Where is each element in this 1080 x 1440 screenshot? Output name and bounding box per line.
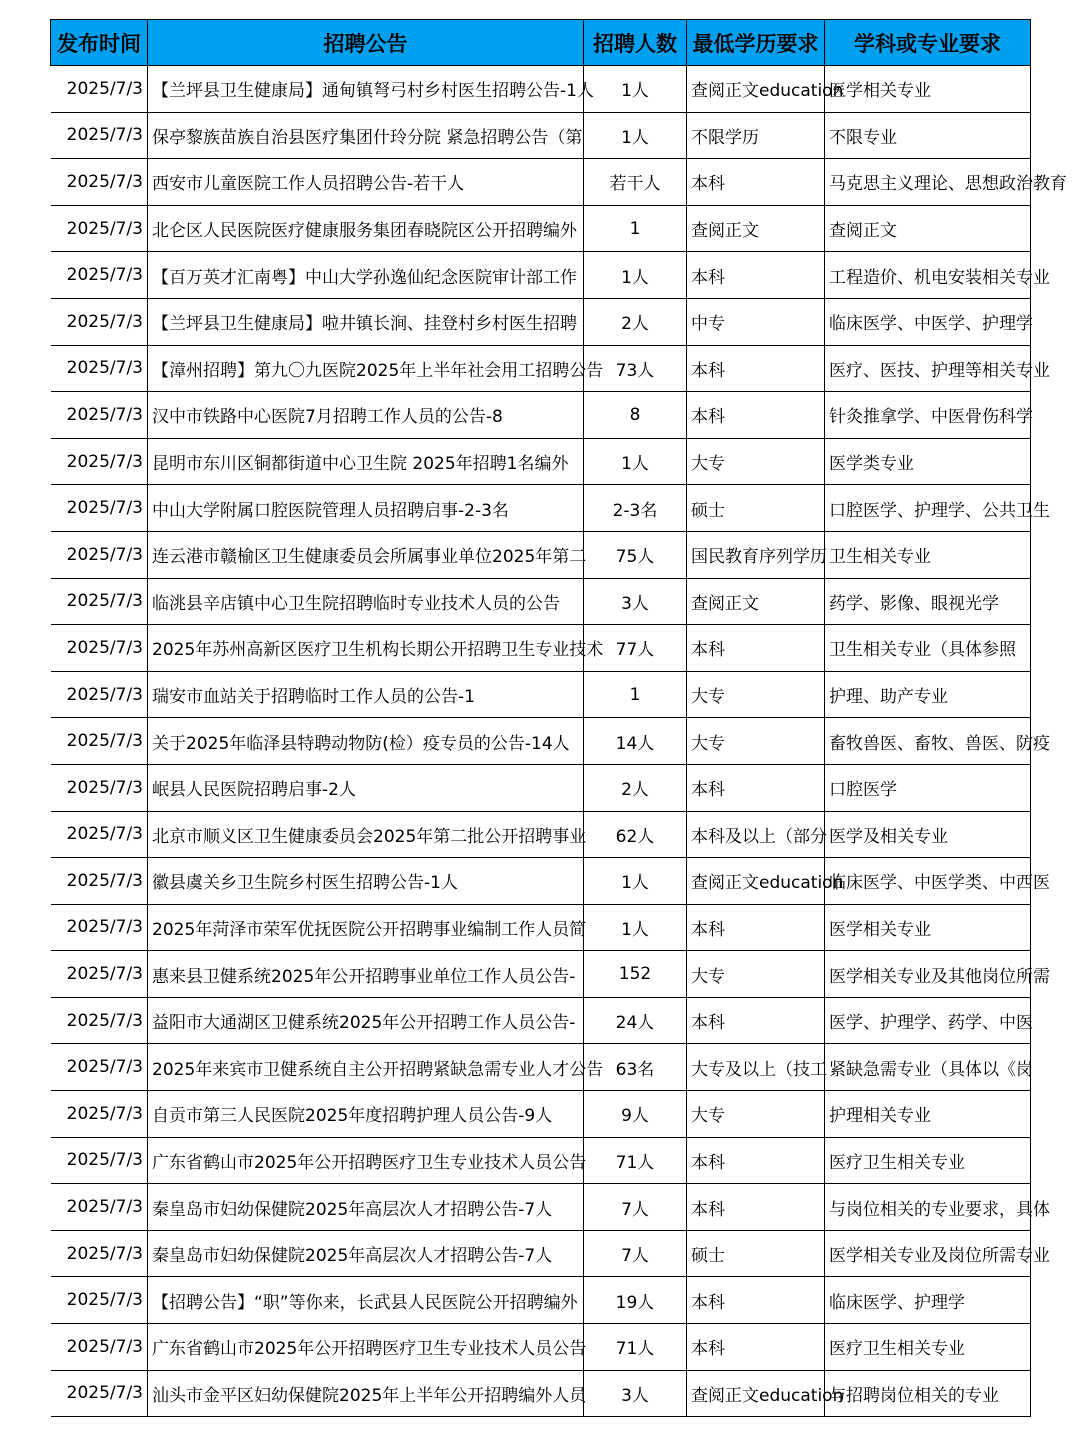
cell-publish-date[interactable]: 2025/7/3 xyxy=(51,718,148,765)
cell-major-requirement[interactable]: 临床医学、中医学、护理学 xyxy=(825,298,1031,345)
table-row[interactable] xyxy=(51,625,1031,672)
cell-major-requirement[interactable]: 医学及相关专业 xyxy=(825,811,1031,858)
table-row[interactable] xyxy=(51,1091,1031,1138)
cell-min-education[interactable]: 大专 xyxy=(687,718,825,765)
cell-major-requirement[interactable]: 医学类专业 xyxy=(825,438,1031,485)
cell-min-education[interactable]: 查阅正文education xyxy=(687,858,825,905)
cell-publish-date[interactable]: 2025/7/3 xyxy=(51,1277,148,1324)
cell-major-requirement[interactable]: 医学、护理学、药学、中医 xyxy=(825,997,1031,1044)
cell-min-education[interactable]: 大专 xyxy=(687,1091,825,1138)
cell-headcount[interactable]: 19人 xyxy=(584,1277,687,1324)
cell-headcount[interactable]: 73人 xyxy=(584,345,687,392)
table-row[interactable] xyxy=(51,1277,1031,1324)
cell-headcount[interactable]: 1人 xyxy=(584,438,687,485)
cell-announcement[interactable]: 西安市儿童医院工作人员招聘公告-若干人 xyxy=(148,159,584,206)
cell-announcement[interactable]: 汕头市金平区妇幼保健院2025年上半年公开招聘编外人员 xyxy=(148,1370,584,1417)
cell-publish-date[interactable]: 2025/7/3 xyxy=(51,205,148,252)
table-row[interactable] xyxy=(51,997,1031,1044)
cell-min-education[interactable]: 查阅正文 xyxy=(687,205,825,252)
cell-headcount[interactable]: 3人 xyxy=(584,578,687,625)
cell-publish-date[interactable]: 2025/7/3 xyxy=(51,66,148,113)
cell-publish-date[interactable]: 2025/7/3 xyxy=(51,951,148,998)
cell-announcement[interactable]: 连云港市赣榆区卫生健康委员会所属事业单位2025年第二 xyxy=(148,531,584,578)
header-major-requirement[interactable]: 学科或专业要求 xyxy=(825,20,1031,66)
table-row[interactable] xyxy=(51,485,1031,532)
cell-headcount[interactable]: 7人 xyxy=(584,1230,687,1277)
cell-headcount[interactable]: 152 xyxy=(584,951,687,998)
cell-announcement[interactable]: 徽县虞关乡卫生院乡村医生招聘公告-1人 xyxy=(148,858,584,905)
cell-announcement[interactable]: 2025年菏泽市荣军优抚医院公开招聘事业编制工作人员简 xyxy=(148,904,584,951)
cell-announcement[interactable]: 【百万英才汇南粤】中山大学孙逸仙纪念医院审计部工作 xyxy=(148,252,584,299)
table-row[interactable] xyxy=(51,205,1031,252)
cell-headcount[interactable]: 1 xyxy=(584,671,687,718)
cell-min-education[interactable]: 本科 xyxy=(687,904,825,951)
cell-min-education[interactable]: 本科 xyxy=(687,159,825,206)
table-row[interactable] xyxy=(51,298,1031,345)
cell-headcount[interactable]: 8 xyxy=(584,392,687,439)
cell-major-requirement[interactable]: 医学相关专业及其他岗位所需 xyxy=(825,951,1031,998)
cell-publish-date[interactable]: 2025/7/3 xyxy=(51,1324,148,1371)
cell-announcement[interactable]: 关于2025年临泽县特聘动物防(检）疫专员的公告-14人 xyxy=(148,718,584,765)
cell-min-education[interactable]: 本科 xyxy=(687,1324,825,1371)
cell-publish-date[interactable]: 2025/7/3 xyxy=(51,438,148,485)
cell-min-education[interactable]: 中专 xyxy=(687,298,825,345)
cell-announcement[interactable]: 惠来县卫健系统2025年公开招聘事业单位工作人员公告- xyxy=(148,951,584,998)
cell-major-requirement[interactable]: 医学相关专业 xyxy=(825,66,1031,113)
cell-headcount[interactable]: 1人 xyxy=(584,252,687,299)
cell-headcount[interactable]: 75人 xyxy=(584,531,687,578)
table-row[interactable] xyxy=(51,764,1031,811)
cell-min-education[interactable]: 不限学历 xyxy=(687,112,825,159)
cell-min-education[interactable]: 本科 xyxy=(687,625,825,672)
cell-min-education[interactable]: 本科及以上（部分 xyxy=(687,811,825,858)
cell-announcement[interactable]: 昆明市东川区铜都街道中心卫生院 2025年招聘1名编外 xyxy=(148,438,584,485)
cell-major-requirement[interactable]: 口腔医学 xyxy=(825,764,1031,811)
cell-publish-date[interactable]: 2025/7/3 xyxy=(51,159,148,206)
cell-major-requirement[interactable]: 卫生相关专业 xyxy=(825,531,1031,578)
cell-min-education[interactable]: 大专 xyxy=(687,438,825,485)
cell-min-education[interactable]: 本科 xyxy=(687,392,825,439)
cell-major-requirement[interactable]: 针灸推拿学、中医骨伤科学 xyxy=(825,392,1031,439)
cell-min-education[interactable]: 本科 xyxy=(687,1137,825,1184)
cell-publish-date[interactable]: 2025/7/3 xyxy=(51,252,148,299)
cell-min-education[interactable]: 查阅正文education xyxy=(687,66,825,113)
cell-announcement[interactable]: 秦皇岛市妇幼保健院2025年高层次人才招聘公告-7人 xyxy=(148,1230,584,1277)
cell-min-education[interactable]: 本科 xyxy=(687,345,825,392)
cell-major-requirement[interactable]: 临床医学、护理学 xyxy=(825,1277,1031,1324)
cell-headcount[interactable]: 63名 xyxy=(584,1044,687,1091)
table-row[interactable] xyxy=(51,951,1031,998)
table-row[interactable] xyxy=(51,1184,1031,1231)
cell-major-requirement[interactable]: 查阅正文 xyxy=(825,205,1031,252)
cell-major-requirement[interactable]: 医学相关专业及岗位所需专业 xyxy=(825,1230,1031,1277)
cell-announcement[interactable]: 【兰坪县卫生健康局】啦井镇长涧、挂登村乡村医生招聘 xyxy=(148,298,584,345)
cell-major-requirement[interactable]: 护理、助产专业 xyxy=(825,671,1031,718)
table-row[interactable] xyxy=(51,811,1031,858)
cell-major-requirement[interactable]: 医疗、医技、护理等相关专业 xyxy=(825,345,1031,392)
cell-headcount[interactable]: 1人 xyxy=(584,904,687,951)
cell-publish-date[interactable]: 2025/7/3 xyxy=(51,1370,148,1417)
cell-min-education[interactable]: 大专及以上（技工 xyxy=(687,1044,825,1091)
cell-publish-date[interactable]: 2025/7/3 xyxy=(51,904,148,951)
cell-announcement[interactable]: 2025年来宾市卫健系统自主公开招聘紧缺急需专业人才公告 xyxy=(148,1044,584,1091)
cell-publish-date[interactable]: 2025/7/3 xyxy=(51,1230,148,1277)
cell-announcement[interactable]: 益阳市大通湖区卫健系统2025年公开招聘工作人员公告- xyxy=(148,997,584,1044)
cell-major-requirement[interactable]: 工程造价、机电安装相关专业 xyxy=(825,252,1031,299)
cell-publish-date[interactable]: 2025/7/3 xyxy=(51,858,148,905)
header-row xyxy=(51,20,1031,66)
cell-headcount[interactable]: 62人 xyxy=(584,811,687,858)
cell-headcount[interactable]: 1人 xyxy=(584,66,687,113)
cell-headcount[interactable]: 14人 xyxy=(584,718,687,765)
cell-publish-date[interactable]: 2025/7/3 xyxy=(51,1044,148,1091)
cell-publish-date[interactable]: 2025/7/3 xyxy=(51,531,148,578)
cell-publish-date[interactable]: 2025/7/3 xyxy=(51,112,148,159)
table-row[interactable] xyxy=(51,1230,1031,1277)
cell-announcement[interactable]: 保亭黎族苗族自治县医疗集团什玲分院 紧急招聘公告（第 xyxy=(148,112,584,159)
cell-announcement[interactable]: 【漳州招聘】第九〇九医院2025年上半年社会用工招聘公告 xyxy=(148,345,584,392)
cell-announcement[interactable]: 2025年苏州高新区医疗卫生机构长期公开招聘卫生专业技术 xyxy=(148,625,584,672)
header-headcount[interactable]: 招聘人数 xyxy=(584,20,687,66)
recruitment-table xyxy=(50,19,1067,1417)
cell-announcement[interactable]: 广东省鹤山市2025年公开招聘医疗卫生专业技术人员公告 xyxy=(148,1137,584,1184)
cell-headcount[interactable]: 1 xyxy=(584,205,687,252)
cell-publish-date[interactable]: 2025/7/3 xyxy=(51,392,148,439)
cell-headcount[interactable]: 1人 xyxy=(584,112,687,159)
cell-announcement[interactable]: 【招聘公告】“职”等你来，长武县人民医院公开招聘编外 xyxy=(148,1277,584,1324)
cell-publish-date[interactable]: 2025/7/3 xyxy=(51,1137,148,1184)
header-publish-date[interactable]: 发布时间 xyxy=(51,20,148,66)
table-row[interactable] xyxy=(51,718,1031,765)
table-row[interactable] xyxy=(51,392,1031,439)
cell-major-requirement[interactable]: 与招聘岗位相关的专业 xyxy=(825,1370,1031,1417)
table-row[interactable] xyxy=(51,1324,1031,1371)
table-row[interactable] xyxy=(51,531,1031,578)
cell-major-requirement[interactable]: 医学相关专业 xyxy=(825,904,1031,951)
cell-publish-date[interactable]: 2025/7/3 xyxy=(51,298,148,345)
cell-headcount[interactable]: 1人 xyxy=(584,858,687,905)
cell-headcount[interactable]: 9人 xyxy=(584,1091,687,1138)
cell-headcount[interactable]: 若干人 xyxy=(584,159,687,206)
cell-headcount[interactable]: 71人 xyxy=(584,1137,687,1184)
cell-announcement[interactable]: 广东省鹤山市2025年公开招聘医疗卫生专业技术人员公告 xyxy=(148,1324,584,1371)
cell-headcount[interactable]: 3人 xyxy=(584,1370,687,1417)
header-announcement[interactable]: 招聘公告 xyxy=(148,20,584,66)
cell-major-requirement[interactable]: 口腔医学、护理学、公共卫生 xyxy=(825,485,1031,532)
cell-publish-date[interactable]: 2025/7/3 xyxy=(51,671,148,718)
cell-min-education[interactable]: 大专 xyxy=(687,671,825,718)
cell-major-requirement[interactable]: 不限专业 xyxy=(825,112,1031,159)
cell-headcount[interactable]: 2人 xyxy=(584,298,687,345)
table-row[interactable] xyxy=(51,345,1031,392)
cell-major-requirement[interactable]: 临床医学、中医学类、中西医 xyxy=(825,858,1031,905)
cell-major-requirement[interactable]: 畜牧兽医、畜牧、兽医、防疫 xyxy=(825,718,1031,765)
cell-headcount[interactable]: 7人 xyxy=(584,1184,687,1231)
cell-headcount[interactable]: 71人 xyxy=(584,1324,687,1371)
cell-announcement[interactable]: 临洮县辛店镇中心卫生院招聘临时专业技术人员的公告 xyxy=(148,578,584,625)
cell-min-education[interactable]: 大专 xyxy=(687,951,825,998)
table-row[interactable] xyxy=(51,578,1031,625)
cell-major-requirement[interactable]: 医疗卫生相关专业 xyxy=(825,1324,1031,1371)
cell-announcement[interactable]: 【兰坪县卫生健康局】通甸镇弩弓村乡村医生招聘公告-1人 xyxy=(148,66,584,113)
cell-announcement[interactable]: 自贡市第三人民医院2025年度招聘护理人员公告-9人 xyxy=(148,1091,584,1138)
cell-announcement[interactable]: 北京市顺义区卫生健康委员会2025年第二批公开招聘事业 xyxy=(148,811,584,858)
cell-major-requirement[interactable]: 医疗卫生相关专业 xyxy=(825,1137,1031,1184)
table-row[interactable] xyxy=(51,858,1031,905)
cell-headcount[interactable]: 24人 xyxy=(584,997,687,1044)
table-row[interactable] xyxy=(51,66,1031,113)
cell-publish-date[interactable]: 2025/7/3 xyxy=(51,997,148,1044)
cell-publish-date[interactable]: 2025/7/3 xyxy=(51,811,148,858)
cell-min-education[interactable]: 本科 xyxy=(687,252,825,299)
cell-min-education[interactable]: 本科 xyxy=(687,1184,825,1231)
cell-announcement[interactable]: 瑞安市血站关于招聘临时工作人员的公告-1 xyxy=(148,671,584,718)
cell-major-requirement[interactable]: 护理相关专业 xyxy=(825,1091,1031,1138)
table-row[interactable] xyxy=(51,252,1031,299)
cell-major-requirement[interactable]: 药学、影像、眼视光学 xyxy=(825,578,1031,625)
cell-headcount[interactable]: 77人 xyxy=(584,625,687,672)
table-row[interactable] xyxy=(51,438,1031,485)
table-row[interactable] xyxy=(51,1137,1031,1184)
cell-publish-date[interactable]: 2025/7/3 xyxy=(51,578,148,625)
cell-min-education[interactable]: 硕士 xyxy=(687,1230,825,1277)
cell-major-requirement[interactable]: 紧缺急需专业（具体以《岗 xyxy=(825,1044,1031,1091)
cell-headcount[interactable]: 2-3名 xyxy=(584,485,687,532)
table-row[interactable] xyxy=(51,112,1031,159)
table-row[interactable] xyxy=(51,904,1031,951)
table-row[interactable] xyxy=(51,671,1031,718)
cell-major-requirement[interactable]: 卫生相关专业（具体参照 xyxy=(825,625,1031,672)
table-row[interactable] xyxy=(51,159,1031,206)
cell-min-education[interactable]: 本科 xyxy=(687,764,825,811)
cell-min-education[interactable]: 硕士 xyxy=(687,485,825,532)
cell-min-education[interactable]: 查阅正文 xyxy=(687,578,825,625)
cell-major-requirement[interactable]: 与岗位相关的专业要求，具体 xyxy=(825,1184,1031,1231)
cell-min-education[interactable]: 本科 xyxy=(687,1277,825,1324)
cell-publish-date[interactable]: 2025/7/3 xyxy=(51,1184,148,1231)
header-min-education[interactable]: 最低学历要求 xyxy=(687,20,825,66)
cell-min-education[interactable]: 本科 xyxy=(687,997,825,1044)
cell-major-requirement[interactable]: 马克思主义理论、思想政治教育 xyxy=(825,159,1031,206)
cell-announcement[interactable]: 汉中市铁路中心医院7月招聘工作人员的公告-8 xyxy=(148,392,584,439)
cell-announcement[interactable]: 北仑区人民医院医疗健康服务集团春晓院区公开招聘编外 xyxy=(148,205,584,252)
cell-publish-date[interactable]: 2025/7/3 xyxy=(51,625,148,672)
table-row[interactable] xyxy=(51,1370,1031,1417)
cell-min-education[interactable]: 查阅正文education xyxy=(687,1370,825,1417)
cell-publish-date[interactable]: 2025/7/3 xyxy=(51,345,148,392)
cell-publish-date[interactable]: 2025/7/3 xyxy=(51,764,148,811)
cell-publish-date[interactable]: 2025/7/3 xyxy=(51,1091,148,1138)
cell-announcement[interactable]: 中山大学附属口腔医院管理人员招聘启事-2-3名 xyxy=(148,485,584,532)
cell-headcount[interactable]: 2人 xyxy=(584,764,687,811)
cell-min-education[interactable]: 国民教育序列学历 xyxy=(687,531,825,578)
cell-announcement[interactable]: 岷县人民医院招聘启事-2人 xyxy=(148,764,584,811)
cell-announcement[interactable]: 秦皇岛市妇幼保健院2025年高层次人才招聘公告-7人 xyxy=(148,1184,584,1231)
cell-publish-date[interactable]: 2025/7/3 xyxy=(51,485,148,532)
table-row[interactable] xyxy=(51,1044,1031,1091)
